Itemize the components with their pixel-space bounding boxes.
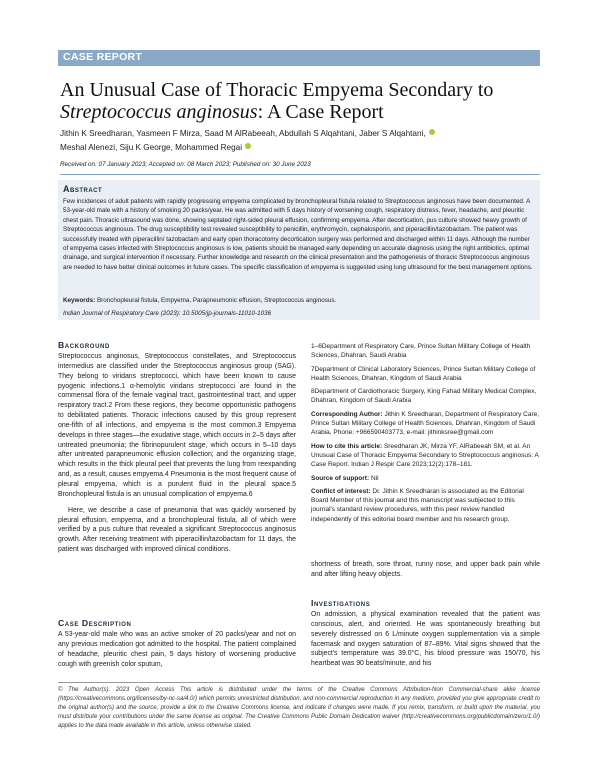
- how-to-cite: [311, 442, 540, 470]
- article-dates: Received on: 07 January 2023; Accepted on: 08 March 2023; Published on: 30 June 2023: [60, 161, 311, 168]
- journal-citation: Indian Journal of Respiratory Care (2023): 10.5005/jp-journals-11010-1036: [63, 310, 272, 317]
- orcid-icon[interactable]: [429, 129, 435, 135]
- case-continuation: shortness of breath, sore throat, runny nose, and upper back pain while and after lifting heavy objects.: [311, 561, 540, 578]
- cite-text: Sreedharan JK, Mirza YF, AlRabeeah SM, et al. An Unusual Case of Thoracic Empyema Secondary to Streptococcus anginosus: A Case Report. Indian J Respir Care 2023;12(2):178–181.: [311, 442, 539, 469]
- corresponding-text: Jithin K Sreedharan, Department of Respiratory Care, Prince Sultan Military College of Health Sciences, Dhahran, Kingdom of Saudi Arabia, Phone: +966590403773, e-mail: jithinksree@gmail.com: [311, 410, 540, 437]
- corresponding-label: Corresponding Author:: [311, 410, 383, 418]
- keywords-label: Keywords:: [63, 297, 96, 304]
- article-type-label: CASE REPORT: [63, 51, 143, 63]
- orcid-icon[interactable]: [245, 143, 251, 149]
- article-notes: [311, 342, 540, 528]
- title-line-1: An Unusual Case of Thoracic Empyema Secondary to: [60, 79, 494, 101]
- divider: [60, 174, 540, 175]
- title-suffix: : A Case Report: [257, 101, 384, 123]
- background-section: [58, 352, 296, 555]
- author-line-2: [60, 141, 540, 155]
- keywords: [63, 297, 535, 304]
- background-paragraph-1: Streptococcus anginosus, Streptococcus constellates, and Streptococcus intermedius are classified under the Streptococcus anginosus group (SAG). They belong to viridans streptococci, which have been known to cause pyogenic infections.1 α-hemolytic viridans streptococci are found in the commensal flora of the female vaginal tract, gastrointestinal tract, and upper respiratory tract.2 From these regions, they become opportunistic pathogens to debilitated patients. Thoracic infections caused by this group represent one-fifth of all infections, and empyema is the most common.3 Empyema develops in three stages—the exudative stage, which occurs in 2–5 days after untreated pneumonia; the fibrinopurulent stage, which occurs in 5–10 days after untreated parapneumonic effusion collection; and the organizing stage, which results in the thick pleural peel that prevents the lung from reexpanding and, as a result, causes empyema.4 Pneumonia is the most frequent cause of pleural empyema, which is a purulent fluid in the pleural space.5 Bronchopleural fistula is an unusual complication of empyema.6: [58, 353, 296, 498]
- investigations-text: On admission, a physical examination revealed that the patient was conscious, alert, and oriented. He was spontaneously breathing but severely distressed on 6 L/minute oxygen supplementation via a simple facemask and oxygen saturation of 87–89%. Vital signs showed that the subject's temperature was 39.0°C, his blood pressure was 150/70, his heartbeat was 90 beats/minute, and his: [311, 611, 540, 668]
- case-heading: Case Description: [58, 618, 132, 628]
- background-heading: Background: [58, 340, 110, 350]
- source-of-support: [311, 474, 540, 483]
- conflict-label: Conflict of interest:: [311, 487, 371, 495]
- abstract-heading: Abstract: [63, 184, 103, 194]
- support-text: Nil: [370, 474, 379, 482]
- title-line-2: [60, 101, 540, 123]
- author-names-1: Jithin K Sreedharan, Yasmeen F Mirza, Saad M AlRabeeah, Abdullah S Alqahtani, Jaber S Alqahtani,: [60, 129, 426, 138]
- author-line-1: [60, 127, 540, 141]
- investigations-heading: Investigations: [311, 598, 371, 608]
- affiliation-3: 8Department of Cardiothoracic Surgery, King Fahad Military Medical Complex, Dhahran, Kingdom of Saudi Arabia: [311, 388, 537, 405]
- cite-label: How to cite this article:: [311, 442, 383, 450]
- article-type-banner: [58, 50, 540, 66]
- background-paragraph-2: Here, we describe a case of pneumonia that was quickly worsened by pleural effusion, empyema, and a bronchopleural fistula, all of which were verified by a pus culture that revealed a significant Streptococcus anginosus growth. After receiving treatment with piperacillin/tazobactam for 11 days, the patient was discharged with improved clinical conditions.: [58, 506, 296, 554]
- keywords-list: Bronchopleural fistula, Empyema, Parapneumonic effusion, Streptococcus anginosus.: [96, 297, 337, 304]
- affiliation-1: 1–6Department of Respiratory Care, Prince Sultan Military College of Health Sciences, Dhahran, Saudi Arabia: [311, 343, 531, 360]
- abstract-text: Few incidences of adult patients with rapidly progressing empyema complicated by bronchopleural fistula related to Streptococcus anginosus have been documented. A 53-year-old male with a history of smoking 20 packs/year. He was admitted with 5 days history of worsening cough, respiratory distress, fever, headache, and pleuritic chest pain. Thoracic ultrasound was done, showing septated right-sided pleural effusion, confirming empyema. After decortication, pus culture showed heavy growth of Streptococcus anginosus. The drug susceptibility test revealed susceptibility to penicillin, erythromycin, cephalosporin, and piperacillin/tazobactam. The patient was successfully treated with piperacillin/ tazobactam and early open thoracotomy decortication surgery was performed and discharged within 11 days. Although the number of empyema cases infected with Streptococcus anginosus is low, patients should be managed early depending on accurate diagnosis using the right antibiotics, optimal drainage, and surgical intervention if necessary. Further knowledge and research on the clinical presentation and the pathogenesis of thoracic Streptococcus anginosus are needed to have better clinical outcomes in future cases. The specific classification of empyema is suggested using lung ultrasound for the best management options.: [63, 198, 533, 271]
- case-paragraph: A 53-year-old male who was an active smoker of 20 packs/year and not on any previous medication got admitted to the hospital. The patient complained of headache, pleuritic chest pain, 5 days history of worsening productive cough with greenish color sputum,: [58, 631, 296, 668]
- conflict-of-interest: [311, 487, 540, 524]
- conflict-text: Dr. Jithin K Sreedharan is associated as the Editorial Board Member of this journal and this manuscript was subjected to this journal's standard review procedures, with this peer review handled independently of this editorial board member and his research group.: [311, 487, 524, 523]
- footer-divider: [58, 682, 540, 683]
- corresponding-author: [311, 410, 540, 438]
- author-list: [60, 127, 540, 155]
- title-organism: Streptococcus anginosus: [60, 101, 258, 123]
- support-label: Source of support:: [311, 474, 370, 482]
- affiliation-2: 7Department of Clinical Laboratory Sciences, Prince Sultan Military College of Health Sciences, Dhahran, Kingdom of Saudi Arabia: [311, 365, 536, 382]
- article-title: [60, 79, 540, 123]
- author-names-2: Meshal Alenezi, Siju K George, Mohammed Regai: [60, 143, 243, 152]
- license-footer: © The Author(s). 2023 Open Access This article is distributed under the terms of the Creative Commons Attribution-Non Commercial-share alike license (https://creativecommons.org/licenses/by-nc-sa/4.0/) which permits unrestricted distribution, and non-commercial reproduction in any medium, provided you give appropriate credit to the original author(s) and the source, provide a link to the Creative Commons license, and indicate if changes were made. If you remix, transform, or build upon the material, you must distribute your contributions under the same license as original. The Creative Commons Public Domain Dedication waiver (http://creativecommons.org/publicdomain/zero/1.0/) applies to the data made available in this article, unless otherwise stated.: [58, 687, 540, 729]
